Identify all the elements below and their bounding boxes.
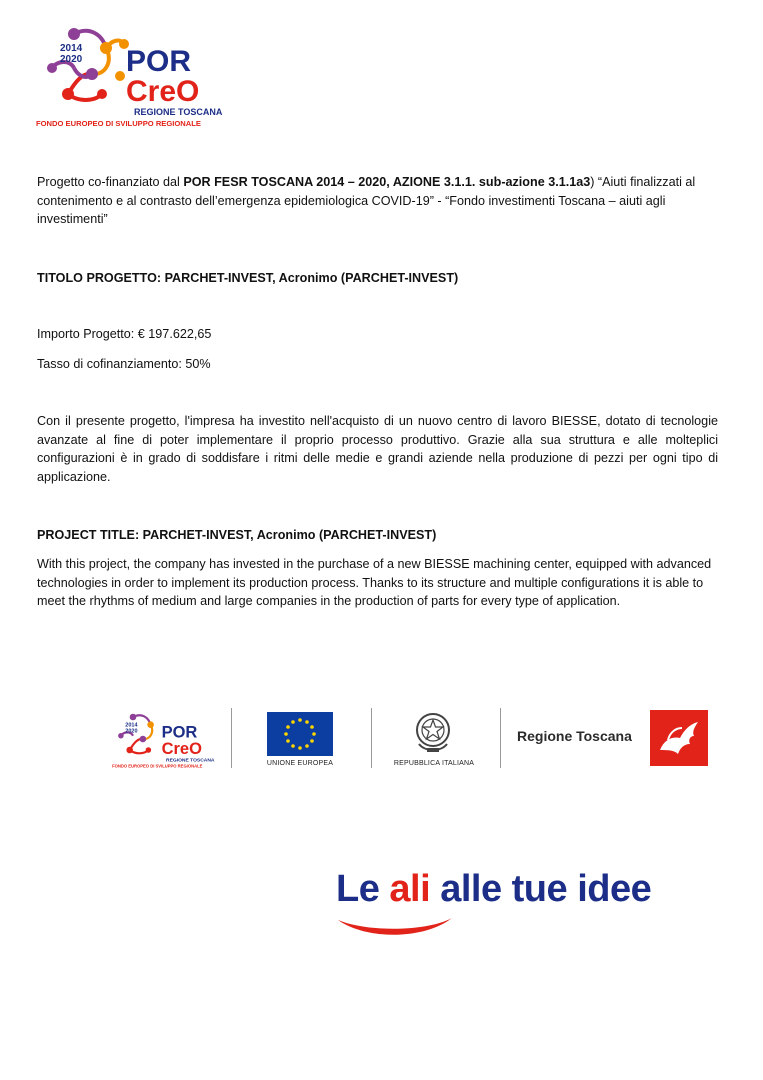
small-logo-por: POR bbox=[161, 723, 198, 742]
por-creo-logo bbox=[34, 14, 234, 134]
eu-flag-icon bbox=[267, 712, 333, 756]
eu-caption: UNIONE EUROPEA bbox=[266, 760, 334, 767]
logo-separator bbox=[371, 708, 372, 768]
slogan-part2: alle tue idee bbox=[430, 868, 652, 910]
logo-region: REGIONE TOSCANA bbox=[134, 107, 223, 117]
funding-logos-row bbox=[110, 702, 720, 774]
logo-brand-creo: CreO bbox=[126, 75, 200, 108]
logo-year-end: 2020 bbox=[60, 54, 83, 65]
toscana-pegasus-icon bbox=[650, 710, 708, 766]
slogan-text bbox=[336, 868, 651, 911]
logo-year-start: 2014 bbox=[60, 43, 83, 54]
intro-bold: POR FESR TOSCANA 2014 – 2020, AZIONE 3.1.1. sub-azione 3.1.1a3 bbox=[183, 175, 591, 189]
italy-caption: REPUBBLICA ITALIANA bbox=[393, 760, 475, 767]
tasso-cofinanziamento: Tasso di cofinanziamento: 50% bbox=[37, 357, 211, 371]
slogan-highlight: ali bbox=[389, 868, 431, 910]
logo-fund: FONDO EUROPEO DI SVILUPPO REGIONALE bbox=[36, 119, 201, 128]
slogan-part1: Le bbox=[336, 868, 390, 910]
slogan-swoosh-icon bbox=[336, 916, 456, 940]
titolo-progetto bbox=[37, 269, 727, 288]
logo-separator bbox=[231, 708, 232, 768]
intro-post: ) “Aiuti finalizzati al contenimento e al contrasto dell’emergenza epidemiologica COVID-19” - “Fondo investimenti Toscana – aiuti agli investimenti” bbox=[37, 175, 696, 227]
italian-emblem-icon bbox=[413, 708, 453, 756]
small-logo-year-start: 2014 bbox=[125, 722, 138, 729]
small-logo-creo: CreO bbox=[161, 739, 202, 758]
importo-progetto: Importo Progetto: € 197.622,65 bbox=[37, 327, 212, 341]
project-title-text: PROJECT TITLE: PARCHET-INVEST, Acronimo (PARCHET-INVEST) bbox=[37, 528, 437, 542]
titolo-value: : PARCHET-INVEST, Acronimo (PARCHET-INVEST) bbox=[156, 271, 459, 285]
regione-toscana-name: Regione Toscana bbox=[517, 728, 632, 744]
molecule-graphic bbox=[52, 31, 124, 100]
descrizione-italiano: Con il presente progetto, l'impresa ha investito nell'acquisto di un nuovo centro di lavoro BIESSE, dotato di tecnologie avanzate al fine di poter implementare il proprio processo produttivo. Grazie alla sua struttura e alle molteplici configurazioni è in grado di soddisfare i ritmi delle medie e grandi aziende nella produzione di pezzi per ogni tipo di applicazione. bbox=[37, 414, 718, 484]
por-creo-small-logo bbox=[110, 706, 222, 772]
intro-paragraph bbox=[37, 173, 727, 229]
logo-brand-por: POR bbox=[126, 45, 192, 78]
small-logo-year-end: 2020 bbox=[125, 728, 138, 735]
small-logo-region: REGIONE TOSCANA bbox=[166, 758, 215, 764]
description-english: With this project, the company has invested in the purchase of a new BIESSE machining center, equipped with advanced technologies in order to implement its production process. Thanks to its structure and multiple configurations it is able to meet the rhythms of medium and large companies in the production of parts for every type of application. bbox=[37, 557, 712, 609]
slogan bbox=[336, 868, 726, 948]
logo-separator bbox=[500, 708, 501, 768]
titolo-label: TITOLO PROGETTO bbox=[37, 271, 157, 285]
small-logo-fund: FONDO EUROPEO DI SVILUPPO REGIONALE bbox=[112, 763, 203, 769]
intro-pre: Progetto co-finanziato dal bbox=[37, 175, 184, 189]
project-title-english bbox=[37, 526, 727, 545]
